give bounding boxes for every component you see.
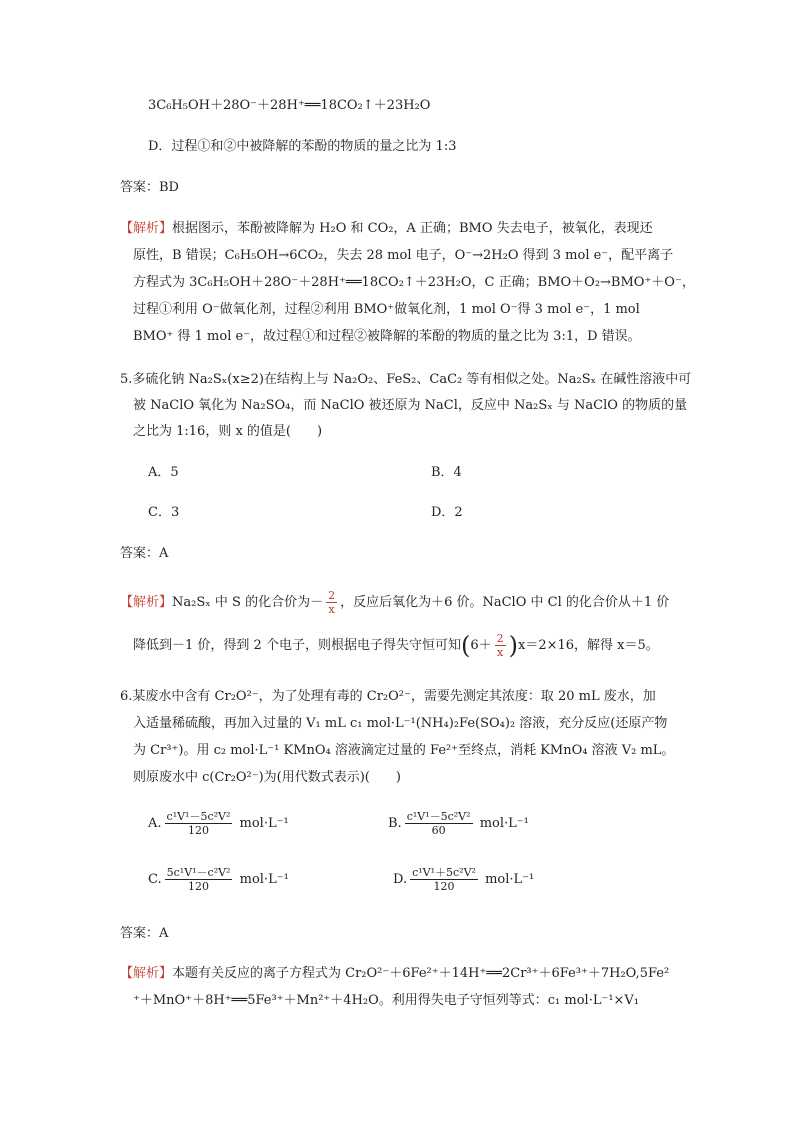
option-d-q4: D．过程①和②中被降解的苯酚的物质的量之比为 1:3 (148, 139, 457, 154)
question-5-line1: 5.多硫化钠 Na₂Sₓ(x≥2)在结构上与 Na₂O₂、FeS₂、CaC₂ 等有相似之处。Na₂Sₓ 在碱性溶液中可 (120, 372, 692, 387)
q6-option-a: A. $\frac{\text{c¹V¹－5c²V²}}{120}$ mol·L⁻¹ (148, 810, 289, 837)
explanation-q6-line2: ⁺＋MnO⁺＋8H⁺══5Fe³⁺＋Mn²⁺＋4H₂O。利用得失电子守恒列等式：c₁ mol·L⁻¹×V₁ (133, 993, 640, 1008)
question-5-line3: 之比为 1:16，则 x 的值是( ) (133, 424, 323, 439)
explanation-q4-line1: 【解析】根据图示，苯酚被降解为 H₂O 和 CO₂，A 正确；BMO 失去电子，被氧化，表现还 (120, 221, 653, 236)
explanation-q5-line2: 降低到－1 价，得到 2 个电子，则根据电子得失守恒可知(6＋ $\frac{2}{x}$ )x＝2×16，解得 x＝5。 (133, 631, 659, 660)
q5-option-b: B．4 (431, 465, 462, 480)
explanation-q5-line1: 【解析】Na₂Sₓ 中 S 的化合价为－ $\frac{2}{x}$ ，反应后氧化为＋6 价。NaClO 中 Cl 的化合价从＋1 价 (120, 589, 670, 616)
q5-option-d: D．2 (431, 505, 463, 520)
explanation-q4-line2: 原性，B 错误；C₆H₅OH→6CO₂，失去 28 mol 电子，O⁻→2H₂O 得到 3 mol e⁻，配平离子 (133, 248, 674, 263)
explanation-q4-line4: 过程①利用 O⁻做氧化剂，过程②利用 BMO⁺做氧化剂，1 mol O⁻得 3 mol e⁻，1 mol (133, 302, 640, 317)
q6-option-c: C. $\frac{\text{5c¹V¹－c²V²}}{120}$ mol·L⁻¹ (148, 866, 289, 893)
q6-option-d: D. $\frac{\text{c¹V¹＋5c²V²}}{120}$ mol·L⁻¹ (393, 866, 535, 893)
question-6-line2: 入适量稀硫酸，再加入过量的 V₁ mL c₁ mol·L⁻¹(NH₄)₂Fe(SO₄)₂ 溶液，充分反应(还原产物 (133, 716, 668, 731)
equation-top: 3C₆H₅OH＋28O⁻＋28H⁺══18CO₂↑＋23H₂O (148, 98, 431, 113)
explanation-q4-line3: 方程式为 3C₆H₅OH＋28O⁻＋28H⁺══18CO₂↑＋23H₂O，C 正确；BMO＋O₂→BMO⁺＋O⁻， (133, 275, 695, 290)
explanation-tag: 【解析】 (120, 221, 173, 236)
q5-option-c: C．3 (148, 505, 180, 520)
fraction-2-over-x: $\frac{2}{x}$ (328, 589, 336, 616)
q6-option-b: B. $\frac{\text{c¹V¹－5c²V²}}{60}$ mol·L⁻¹ (388, 810, 529, 837)
question-6-line1: 6.某废水中含有 Cr₂O²⁻，为了处理有毒的 Cr₂O²⁻，需要先测定其浓度：取 20 mL 废水，加 (120, 689, 656, 704)
q5-option-a: A．5 (148, 465, 179, 480)
question-6-line4: 则原废水中 c(Cr₂O²⁻)为(用代数式表示)( ) (133, 770, 401, 785)
question-5-line2: 被 NaClO 氧化为 Na₂SO₄，而 NaClO 被还原为 NaCl，反应中 Na₂Sₓ 与 NaClO 的物质的量 (133, 398, 688, 413)
question-6-line3: 为 Cr³⁺)。用 c₂ mol·L⁻¹ KMnO₄ 溶液滴定过量的 Fe²⁺至终点，消耗 KMnO₄ 溶液 V₂ mL。 (133, 743, 675, 758)
answer-q5: 答案：A (120, 546, 169, 561)
answer-q4: 答案：BD (120, 180, 179, 195)
answer-q6: 答案：A (120, 926, 169, 941)
explanation-q6-line1: 【解析】本题有关反应的离子方程式为 Cr₂O²⁻＋6Fe²⁺＋14H⁺══2Cr³⁺＋6Fe³⁺＋7H₂O,5Fe² (120, 966, 670, 981)
explanation-q4-line5: BMO⁺ 得 1 mol e⁻，故过程①和过程②被降解的苯酚的物质的量之比为 3:1，D 错误。 (133, 329, 641, 344)
